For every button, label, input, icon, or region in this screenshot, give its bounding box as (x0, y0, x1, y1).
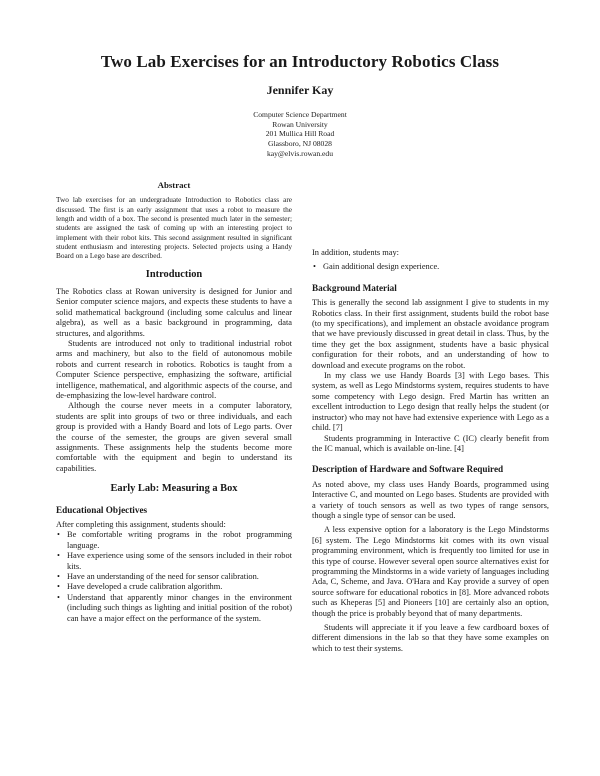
hardware-paragraph-3: Students will appreciate it if you leave a few cardboard boxes of different dimensions in the lab so that they have some examples on which to test their systems. (312, 623, 549, 653)
addition-intro: In addition, students may: (312, 248, 399, 257)
background-paragraph-1: This is generally the second lab assignment I give to students in my Robotics class. In their first assignment, students build the robot base (to my specifications), and implement an obstacle avoidance program that we have previously discussed in great detail in class. Thus, by the time they get the box assignment, students have a basic physical configuration for their robots, and an understanding of how to download and execute programs on the robot. (312, 298, 549, 370)
objectives-intro: After completing this assignment, students should: (56, 520, 226, 530)
affiliation-email: kay@elvis.rowan.edu (266, 148, 334, 158)
list-item: • Have an understanding of the need for sensor calibration. (56, 572, 292, 582)
list-item: • Be comfortable writing programs in the robot programming language. (56, 530, 292, 551)
paper-title: Two Lab Exercises for an Introductory Robotics Class (100, 52, 500, 71)
introduction-section (56, 270, 292, 474)
author-name: Jennifer Kay (266, 83, 334, 97)
hardware-paragraph-2: A less expensive option for a laboratory is the Lego Mindstorms [6] system. The Lego Mindstorms kit comes with its own visual programming environment, which is frequently too limited for use in this type of course. However several open source alternatives exist for programming the Mindstorms in a wide variety of languages including Ada, C, Scheme, and Java. O'Hara and Kay provide a survey of open source software for educational robotics in [8]. More advanced robots such as Kheperas [5] and Pioneers [10] are certainly also an option, though the price is probably beyond that of many departments. (312, 525, 550, 618)
introduction-paragraph-3: Although the course never meets in a computer laboratory, students are split into groups of two or three individuals, and each group is provided with a Handy Board and lots of Lego parts. Over the course of the semester, the groups are given several small assignments. These assignments help the students become more comfortable with the equipment and begin to understand its capabilities. (56, 401, 292, 473)
left-column (56, 178, 292, 624)
affiliation-department: Computer Science Department (253, 110, 347, 119)
abstract-section (56, 180, 292, 260)
hardware-paragraph-1: As noted above, my class uses Handy Boards, programmed using Interactive C, and mounted on Lego bases. Students are provided with a variety of touch sensors as well as two types of range sensors, though a single type of sensor can be used. (312, 479, 549, 520)
objectives-list (56, 530, 292, 624)
early-lab-section (56, 484, 292, 624)
author-affiliation (0, 110, 600, 159)
introduction-heading: Introduction (145, 269, 203, 281)
list-item: • Gain additional design experience. (312, 262, 549, 272)
background-paragraph-2: In my class we use Handy Boards [3] with Lego bases. This system, as well as Lego Mindstorms system, requires students to have some competency with Lego design. Fred Martin has written an excellent introduction to Lego design that really helps the student (or instructor) who may not have had extensive experience with Lego as a child. [7] (312, 371, 549, 433)
list-item: • Have experience using some of the sensors included in their robot kits. (56, 551, 292, 572)
right-column (312, 178, 549, 654)
background-section (312, 283, 549, 455)
background-heading: Background Material (312, 282, 397, 293)
educational-objectives-heading: Educational Objectives (56, 504, 148, 515)
abstract-heading: Abstract (157, 180, 191, 190)
list-item: • Understand that apparently minor changes in the environment (including such things as lighting and initial position of the robot) can have a major effect on the performance of the system. (56, 593, 292, 624)
affiliation-city: Glassboro, NJ 08028 (268, 139, 332, 149)
hardware-section (312, 464, 549, 654)
background-paragraph-3: Students programming in Interactive C (IC) clearly benefit from the IC manual, which is available on-line. [4] (312, 433, 549, 453)
introduction-paragraph-1: The Robotics class at Rowan university is designed for Junior and Senior computer science majors, and expects these students to have a solid mathematical background (including some calculus and linear algebra), as well as a basic background in programming, data structures, and algorithms. (56, 286, 292, 338)
abstract-text: Two lab exercises for an undergraduate Introduction to Robotics class are discussed. The first is an early assignment that uses a robot to measure the length and width of a box. The second is presented much later in the semester; students are assigned the task of coming up with an interesting project to implement with their robot kits. This second assignment resulted in significant student enthusiasm and interesting projects. Selected projects using a Handy Board on a Lego base are described. (56, 195, 292, 261)
early-lab-heading: Early Lab: Measuring a Box (110, 483, 238, 495)
introduction-paragraph-2: Students are introduced not only to traditional industrial robot arms and machinery, but also to the field of autonomous mobile robots and current research in robotics. Robotics is taught from a Computer Science perspective, emphasizing the software, artificial intelligence, mathematical, and algorithmic aspects of the course, and de-emphasizing the low-level hardware control. (56, 338, 292, 400)
affiliation-university: Rowan University (272, 119, 328, 129)
list-item: • Have developed a crude calibration algorithm. (56, 582, 292, 592)
additional-objectives-list (312, 262, 549, 272)
affiliation-street: 201 Mullica Hill Road (265, 129, 335, 139)
hardware-heading: Description of Hardware and Software Required (312, 464, 504, 475)
